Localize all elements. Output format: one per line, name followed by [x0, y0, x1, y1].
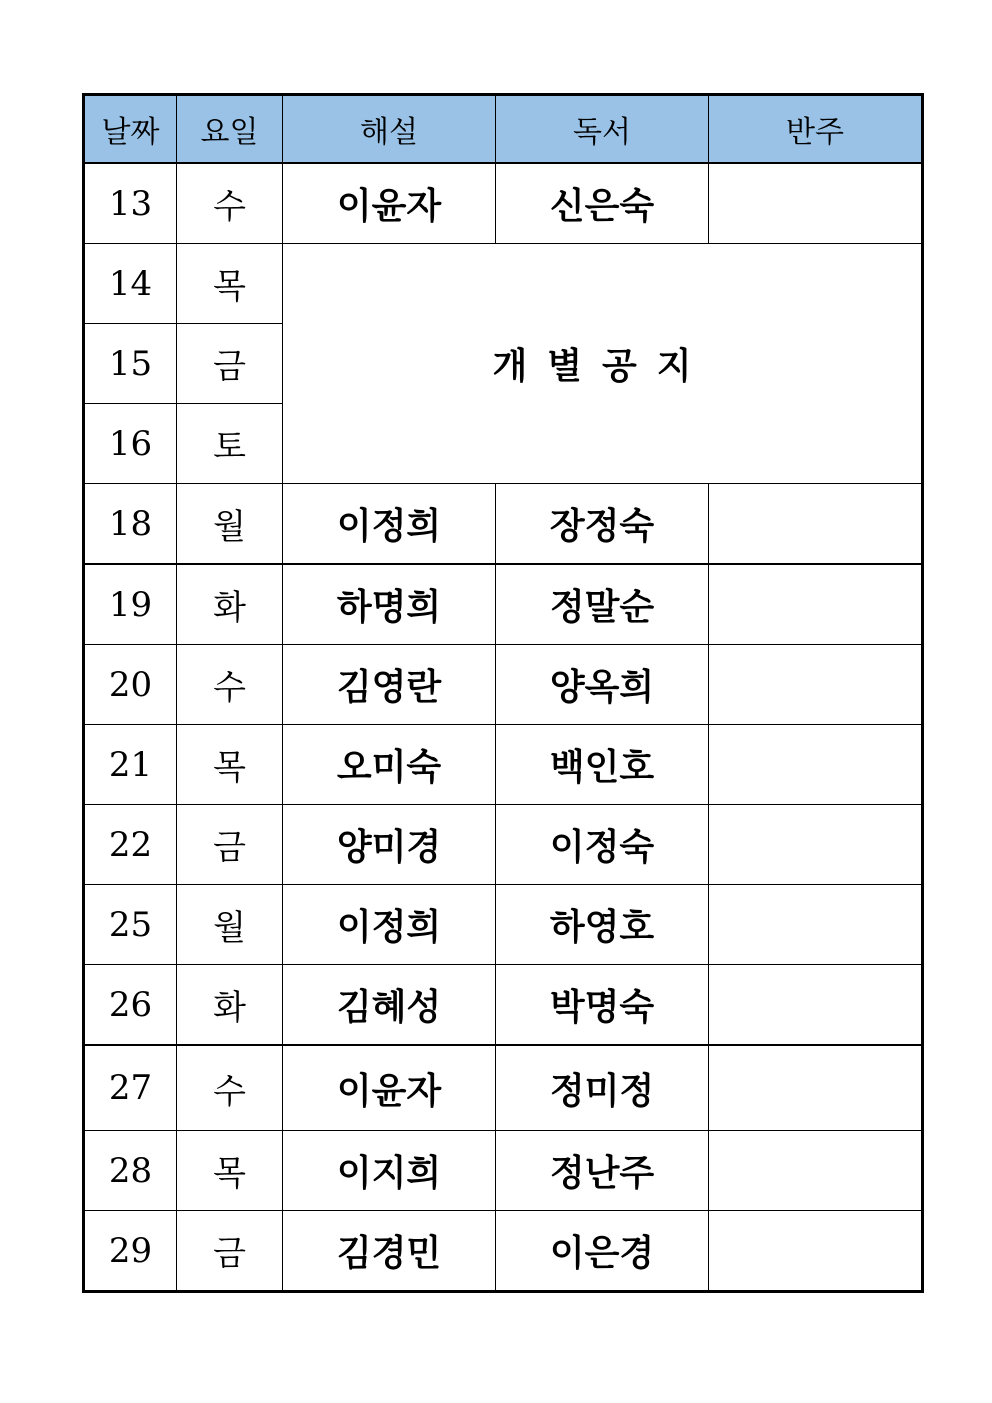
reading-cell: 박명숙 — [496, 965, 709, 1046]
date-cell: 28 — [84, 1131, 177, 1211]
commentary-cell: 이윤자 — [283, 1045, 496, 1131]
date-cell: 19 — [84, 564, 177, 645]
day-cell: 수 — [177, 163, 283, 244]
day-cell: 수 — [177, 645, 283, 725]
table-header — [84, 95, 923, 164]
reading-cell: 장정숙 — [496, 484, 709, 565]
commentary-cell: 이정희 — [283, 484, 496, 565]
header-row — [84, 95, 923, 164]
table-body — [84, 163, 923, 1292]
date-cell: 22 — [84, 805, 177, 885]
commentary-cell: 이정희 — [283, 885, 496, 965]
reading-cell: 정말순 — [496, 564, 709, 645]
commentary-cell: 김경민 — [283, 1211, 496, 1292]
reading-cell: 하영호 — [496, 885, 709, 965]
accompaniment-cell — [709, 965, 923, 1046]
table-row — [84, 645, 923, 725]
table-row — [84, 885, 923, 965]
accompaniment-cell — [709, 885, 923, 965]
reading-cell: 신은숙 — [496, 163, 709, 244]
date-cell: 13 — [84, 163, 177, 244]
table-row — [84, 484, 923, 565]
accompaniment-cell — [709, 645, 923, 725]
accompaniment-cell — [709, 564, 923, 645]
day-cell: 월 — [177, 484, 283, 565]
table-row — [84, 1045, 923, 1131]
accompaniment-cell — [709, 725, 923, 805]
date-cell: 27 — [84, 1045, 177, 1131]
day-cell: 목 — [177, 244, 283, 324]
day-cell: 수 — [177, 1045, 283, 1131]
day-cell: 목 — [177, 725, 283, 805]
date-cell: 16 — [84, 404, 177, 484]
reading-cell: 이은경 — [496, 1211, 709, 1292]
header-day: 요일 — [177, 95, 283, 164]
date-cell: 14 — [84, 244, 177, 324]
accompaniment-cell — [709, 1131, 923, 1211]
day-cell: 금 — [177, 805, 283, 885]
date-cell: 25 — [84, 885, 177, 965]
table-row — [84, 163, 923, 244]
accompaniment-cell — [709, 484, 923, 565]
date-cell: 20 — [84, 645, 177, 725]
individual-notice-cell: 개별공지 — [283, 244, 923, 484]
table-row — [84, 805, 923, 885]
header-accompaniment: 반주 — [709, 95, 923, 164]
day-cell: 월 — [177, 885, 283, 965]
day-cell: 토 — [177, 404, 283, 484]
date-cell: 18 — [84, 484, 177, 565]
table-row — [84, 564, 923, 645]
date-cell: 15 — [84, 324, 177, 404]
reading-cell: 이정숙 — [496, 805, 709, 885]
accompaniment-cell — [709, 805, 923, 885]
reading-cell: 정미정 — [496, 1045, 709, 1131]
header-date: 날짜 — [84, 95, 177, 164]
date-cell: 21 — [84, 725, 177, 805]
table-row — [84, 725, 923, 805]
commentary-cell: 김영란 — [283, 645, 496, 725]
reading-cell: 백인호 — [496, 725, 709, 805]
table-row — [84, 244, 923, 324]
commentary-cell: 김혜성 — [283, 965, 496, 1046]
commentary-cell: 이지희 — [283, 1131, 496, 1211]
date-cell: 26 — [84, 965, 177, 1046]
accompaniment-cell — [709, 1211, 923, 1292]
table-row — [84, 1211, 923, 1292]
date-cell: 29 — [84, 1211, 177, 1292]
table-row — [84, 1131, 923, 1211]
day-cell: 화 — [177, 965, 283, 1046]
table-row — [84, 965, 923, 1046]
header-commentary: 해설 — [283, 95, 496, 164]
commentary-cell: 양미경 — [283, 805, 496, 885]
day-cell: 금 — [177, 324, 283, 404]
day-cell: 목 — [177, 1131, 283, 1211]
commentary-cell: 하명희 — [283, 564, 496, 645]
reading-cell: 양옥희 — [496, 645, 709, 725]
header-reading: 독서 — [496, 95, 709, 164]
schedule-table — [82, 93, 924, 1293]
reading-cell: 정난주 — [496, 1131, 709, 1211]
accompaniment-cell — [709, 163, 923, 244]
commentary-cell: 이윤자 — [283, 163, 496, 244]
commentary-cell: 오미숙 — [283, 725, 496, 805]
accompaniment-cell — [709, 1045, 923, 1131]
day-cell: 금 — [177, 1211, 283, 1292]
day-cell: 화 — [177, 564, 283, 645]
